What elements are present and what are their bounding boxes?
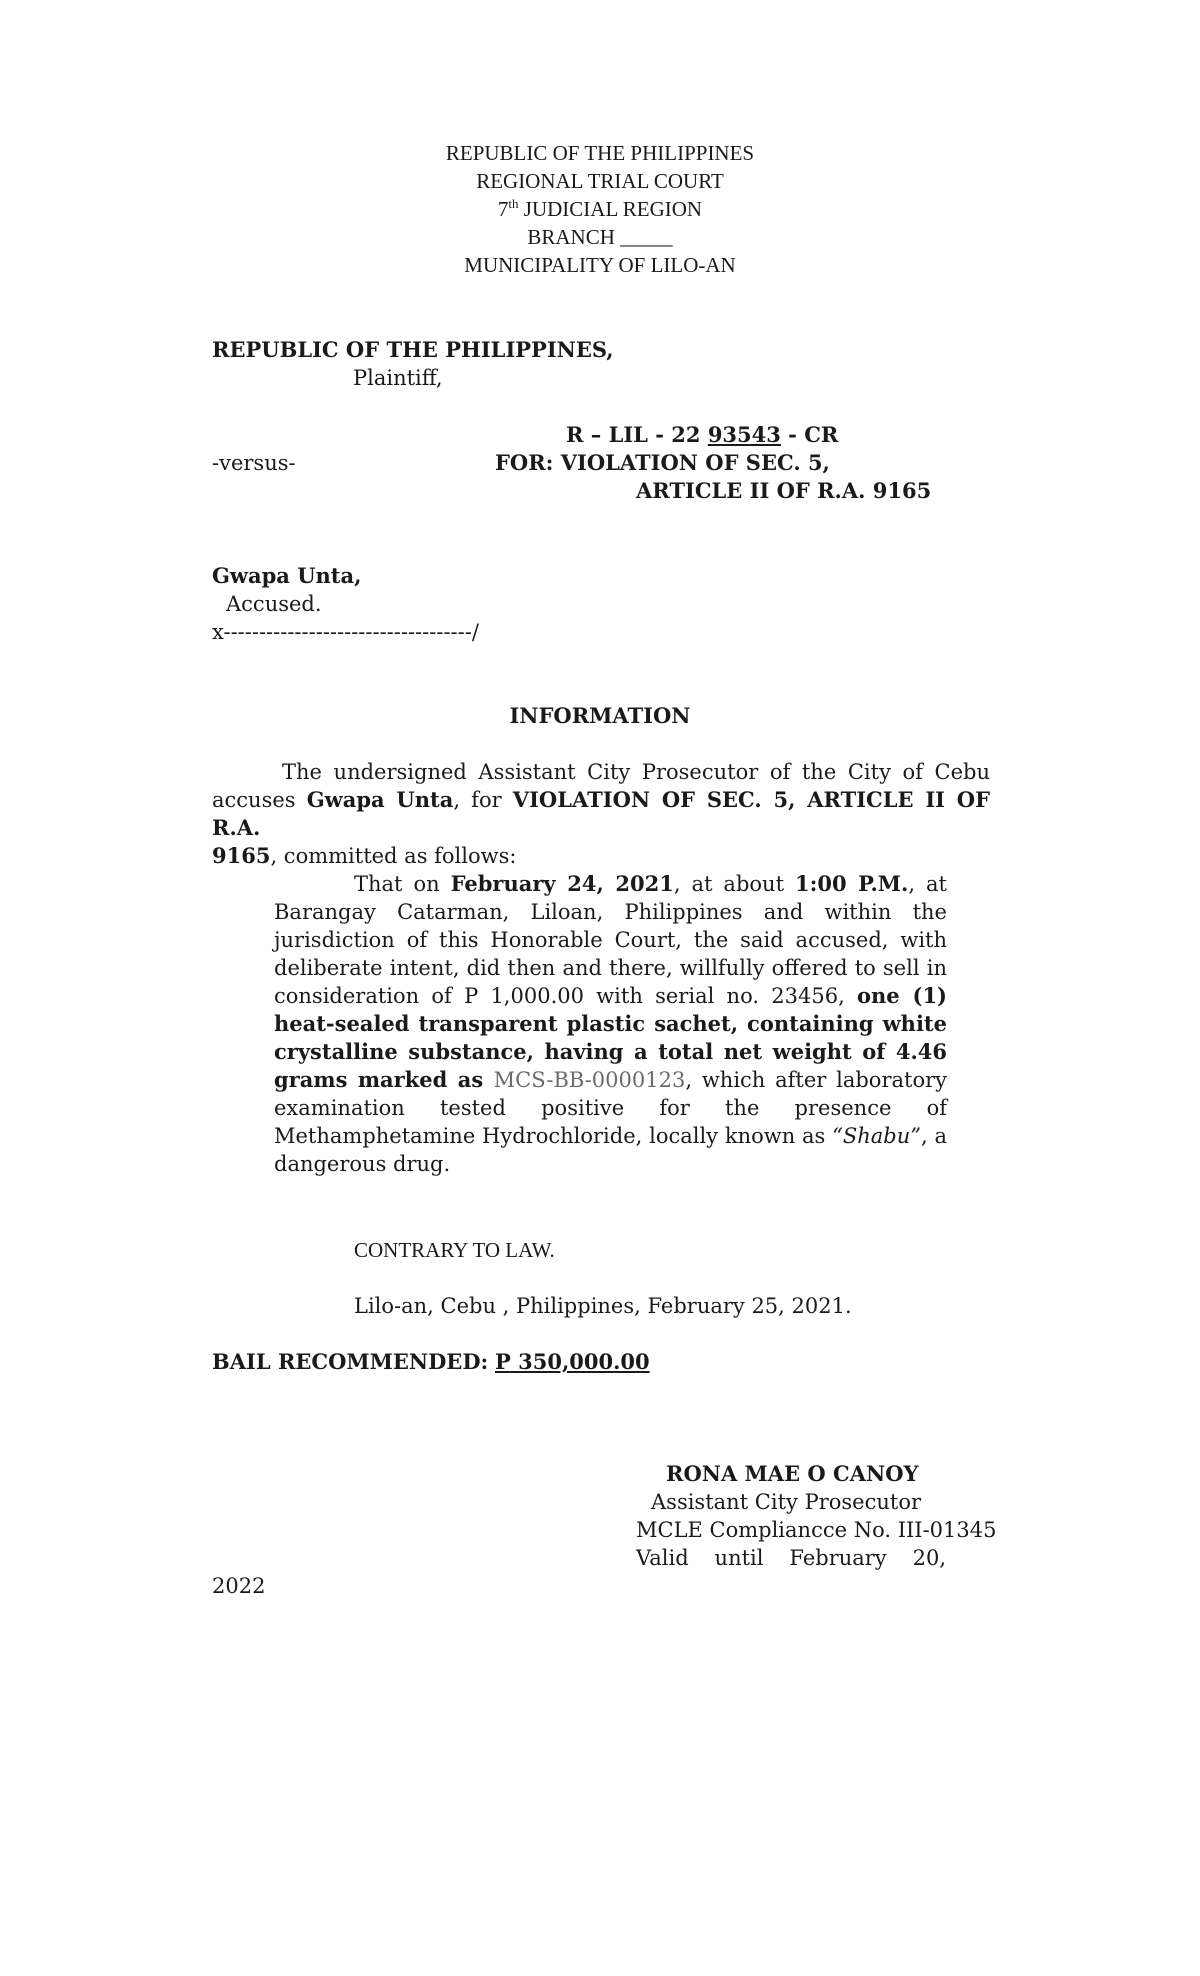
charge-line-text: deliberate intent, did then and there, willfully offered to sell in	[274, 956, 947, 980]
case-number: R – LIL - 22 93543 - CR	[566, 422, 839, 447]
accused-role: Accused.	[226, 592, 322, 616]
header-municipality: MUNICIPALITY OF LILO-AN	[464, 253, 736, 277]
plaintiff-name: REPUBLIC OF THE PHILIPPINES,	[212, 337, 614, 362]
bail-amount: P 350,000.00	[495, 1349, 650, 1374]
charge-article: ARTICLE II OF R.A. 9165	[636, 478, 932, 503]
place-date: Lilo-an, Cebu , Philippines, February 25, 2021.	[354, 1294, 852, 1318]
evidence-marking: MCS-BB-0000123	[493, 1068, 686, 1092]
intro-paragraph	[212, 758, 990, 870]
header-region: 7th JUDICIAL REGION	[497, 196, 703, 221]
header-branch: BRANCH _____	[527, 225, 673, 249]
signatory-title: Assistant City Prosecutor	[651, 1490, 921, 1514]
header-court: REGIONAL TRIAL COURT	[476, 169, 724, 193]
signatory-valid: Valid until February 20,	[636, 1546, 946, 1570]
charge-line-text: jurisdiction of this Honorable Court, the said accused, with	[274, 928, 947, 952]
signatory-name: RONA MAE O CANOY	[666, 1461, 919, 1486]
charge-line-text: Methamphetamine Hydrochloride, locally known as “Shabu”, a	[274, 1124, 948, 1148]
charge-line-text: Barangay Catarman, Liloan, Philippines and within the	[274, 900, 947, 924]
charge-line-text: grams marked as MCS-BB-0000123, which after laboratory	[274, 1067, 947, 1092]
plaintiff-role: Plaintiff,	[353, 366, 443, 390]
versus-label: -versus-	[212, 451, 296, 475]
charge-line-text: heat-sealed transparent plastic sachet, containing white	[274, 1011, 947, 1036]
intro-line: accuses Gwapa Unta, for VIOLATION OF SEC. 5, ARTICLE II OF R.A.	[212, 787, 990, 840]
contrary-to-law: CONTRARY TO LAW.	[354, 1238, 555, 1262]
bail-label: BAIL RECOMMENDED:	[212, 1349, 489, 1374]
caption-separator: x-----------------------------------/	[212, 620, 479, 644]
charge-line-text: That on February 24, 2021, at about 1:00 P.M., at	[354, 871, 947, 896]
charge-line: FOR: VIOLATION OF SEC. 5,	[495, 450, 830, 475]
intro-line: The undersigned Assistant City Prosecutor of the City of Cebu	[282, 760, 990, 784]
intro-line: 9165, committed as follows:	[212, 843, 517, 868]
charge-line-text: examination tested positive for the presence of	[274, 1096, 947, 1120]
charge-line-text: crystalline substance, having a total net weight of 4.46	[274, 1039, 947, 1064]
charge-line-text: consideration of P 1,000.00 with serial no. 23456, one (1)	[274, 983, 947, 1008]
charge-line-text: dangerous drug.	[274, 1152, 451, 1176]
signatory-valid-year: 2022	[212, 1574, 266, 1598]
signatory-mcle: MCLE Compliancce No. III-01345	[636, 1518, 997, 1542]
accused-name: Gwapa Unta,	[212, 563, 362, 588]
document-title: INFORMATION	[509, 703, 691, 728]
header-republic: REPUBLIC OF THE PHILIPPINES	[445, 141, 755, 165]
charge-paragraph	[274, 870, 947, 1178]
